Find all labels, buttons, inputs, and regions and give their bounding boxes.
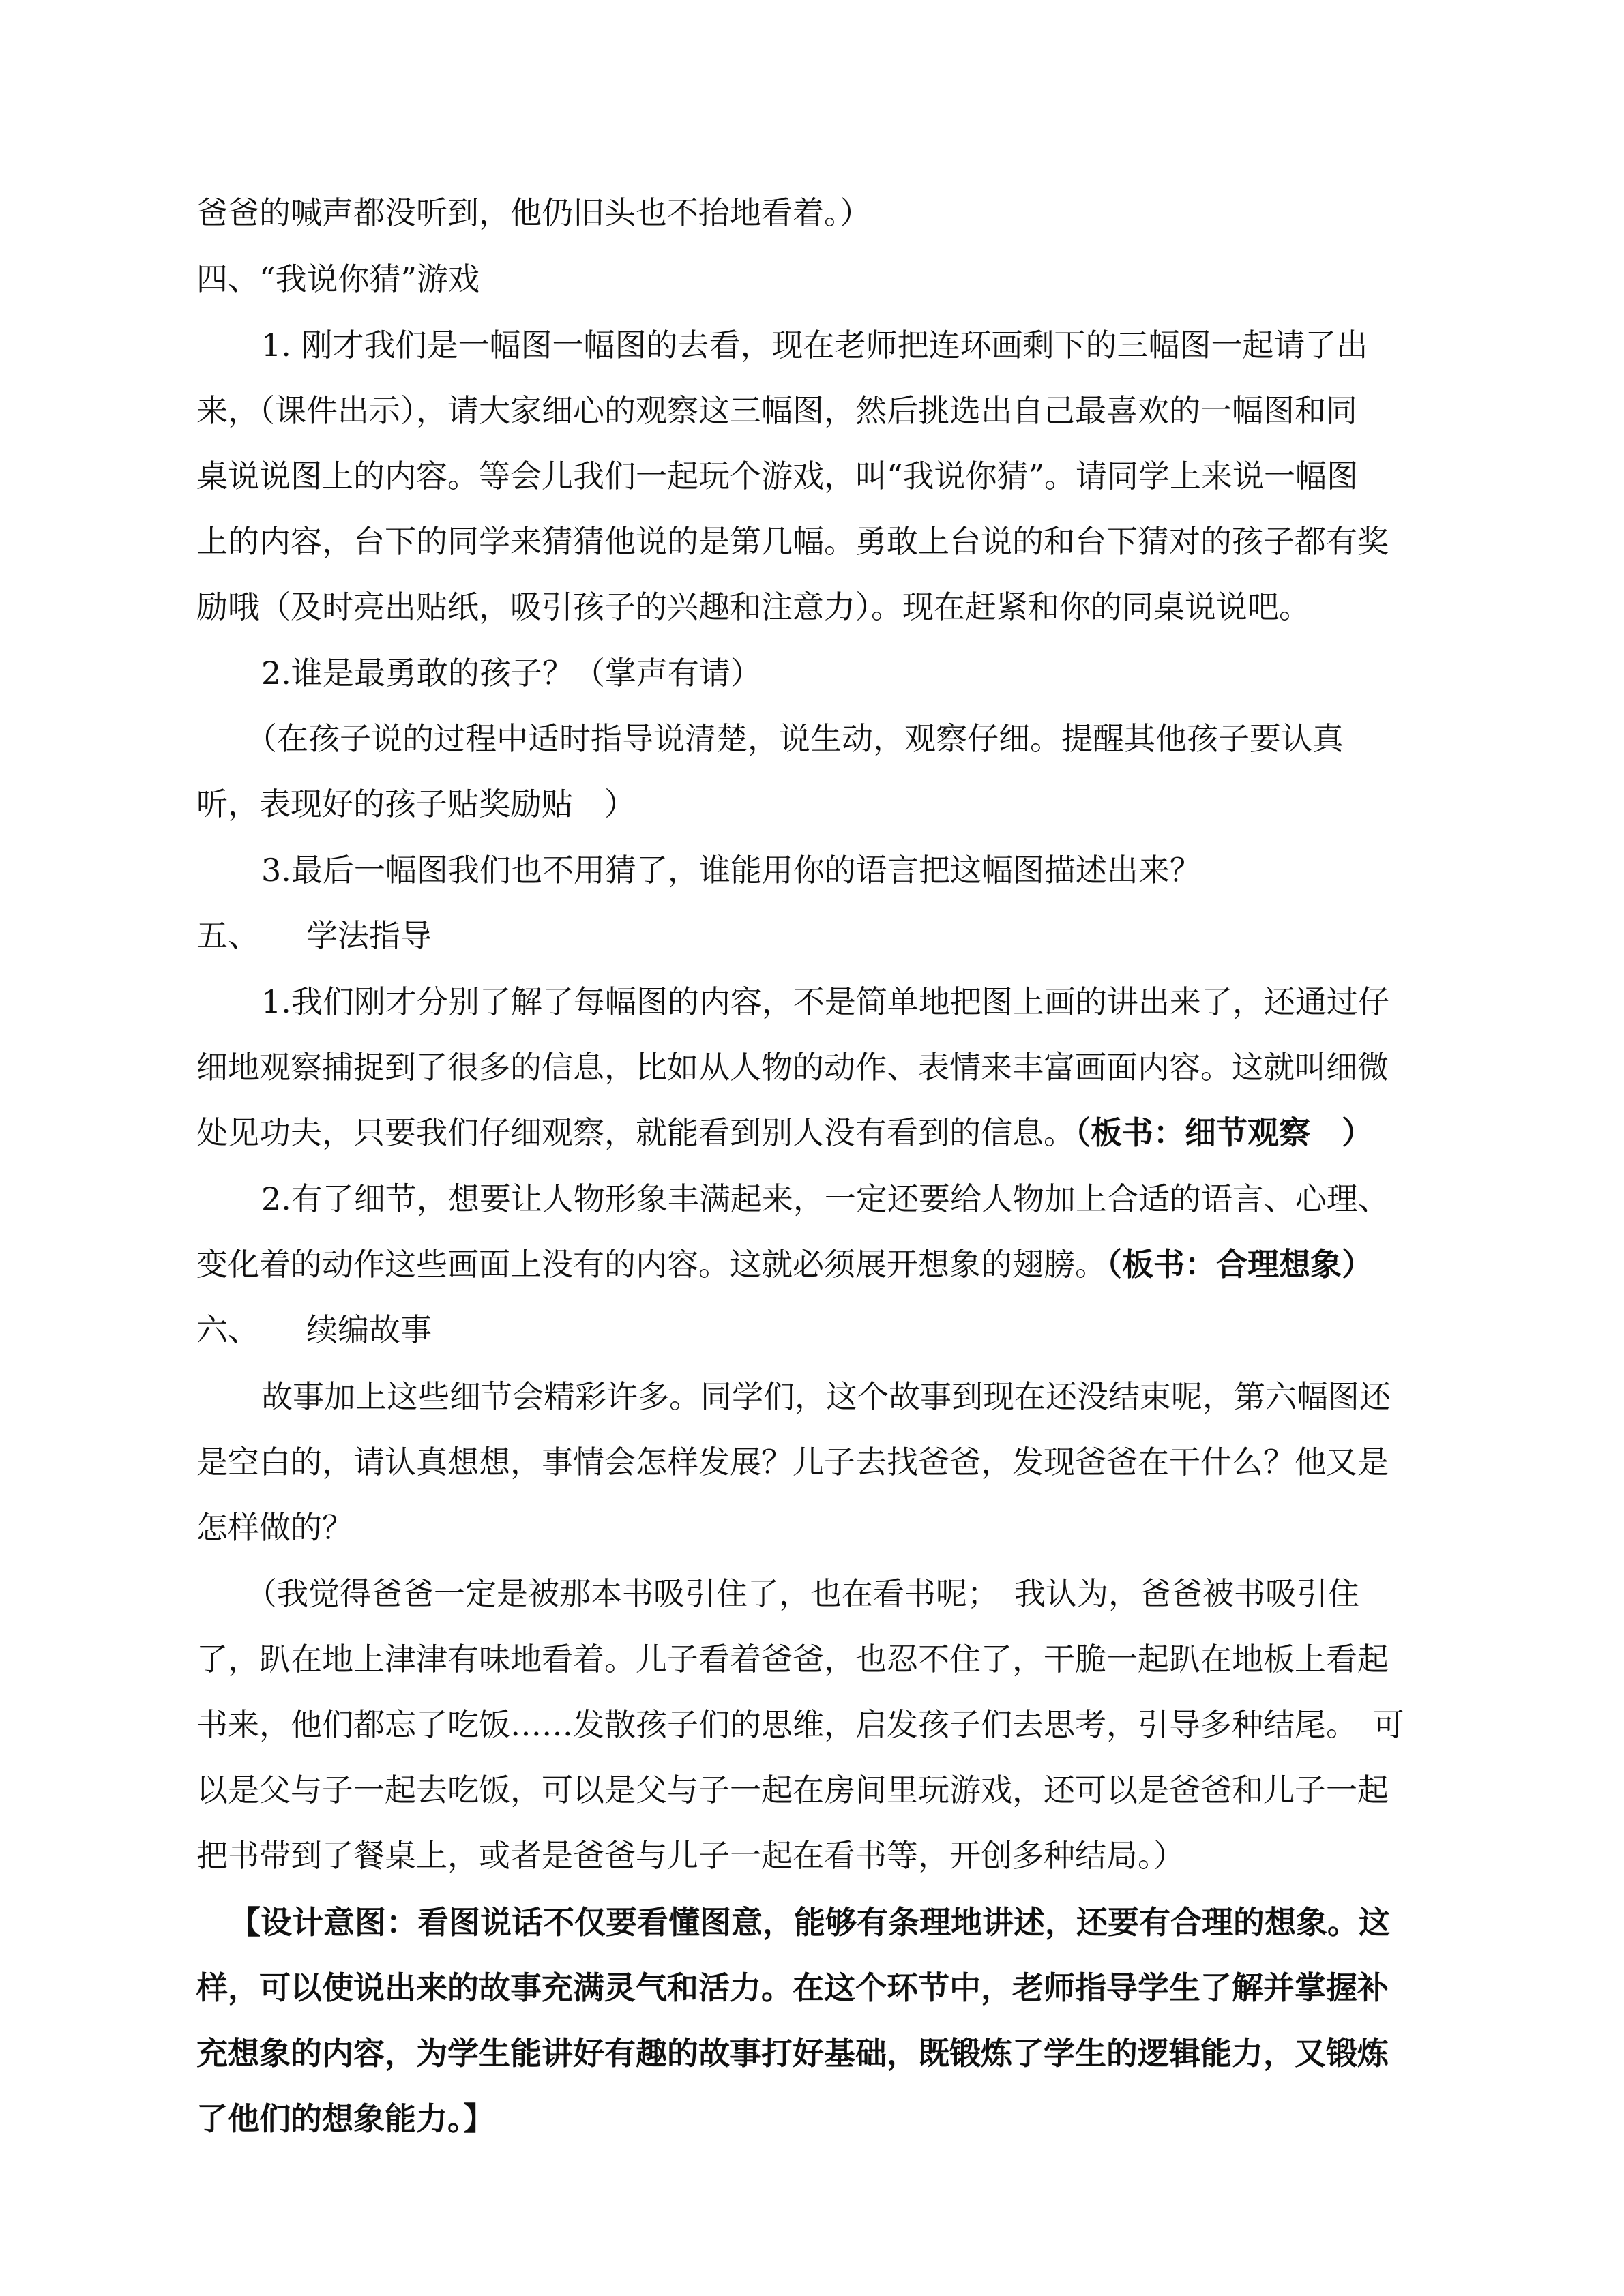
paragraph-line: 爸爸的喊声都没听到，他仍旧头也不抬地看着。） — [196, 194, 871, 231]
paragraph-line: 1. 刚才我们是一幅图一幅图的去看，现在老师把连环画剩下的三幅图一起请了出 — [261, 327, 1368, 363]
paragraph-line: （在孩子说的过程中适时指导说清楚，说生动，观察仔细。提醒其他孩子要认真 — [246, 720, 1344, 757]
paragraph-line: 以是父与子一起去吃饭，可以是父与子一起在房间里玩游戏，还可以是爸爸和儿子一起 — [196, 1772, 1389, 1808]
paragraph-line: 是空白的，请认真想想，事情会怎样发展？儿子去找爸爸，发现爸爸在干什么？他又是 — [196, 1444, 1389, 1480]
section-heading-4: 四、“我说你猜”游戏 — [196, 260, 480, 297]
paragraph-line: 书来，他们都忘了吃饭……发散孩子们的思维，启发孩子们去思考，引导多种结尾。 可 — [196, 1706, 1404, 1743]
paragraph-line: 3.最后一幅图我们也不用猜了，谁能用你的语言把这幅图描述出来？ — [261, 852, 1201, 889]
paragraph-line: 1.我们刚才分别了解了每幅图的内容，不是简单地把图上画的讲出来了，还通过仔 — [261, 983, 1389, 1020]
paragraph-line: 怎样做的？ — [196, 1509, 353, 1546]
paragraph-line: 桌说说图上的内容。等会儿我们一起玩个游戏，叫“我说你猜”。请同学上来说一幅图 — [196, 458, 1359, 494]
paragraph-line: 细地观察捕捉到了很多的信息，比如从人物的动作、表情来丰富画面内容。这就叫细微 — [196, 1049, 1389, 1086]
design-intent-line: 样，可以使说出来的故事充满灵气和活力。在这个环节中，老师指导学生了解并掌握补 — [196, 1969, 1389, 2006]
paragraph-line: （我觉得爸爸一定是被那本书吸引住了，也在看书呢； 我认为，爸爸被书吸引住 — [246, 1575, 1359, 1612]
paragraph-line: 2.谁是最勇敢的孩子？（掌声有请） — [261, 655, 762, 691]
board-note: （板书：合理想象） — [1106, 1246, 1373, 1283]
paragraph-line: 故事加上这些细节会精彩许多。同学们，这个故事到现在还没结束呢，第六幅图还 — [261, 1378, 1391, 1415]
design-intent-line: 充想象的内容，为学生能讲好有趣的故事打好基础，既锻炼了学生的逻辑能力，又锻炼 — [196, 2035, 1389, 2072]
board-note: （板书：细节观察 ） — [1075, 1114, 1373, 1151]
paragraph-line: 来，（课件出示），请大家细心的观察这三幅图，然后挑选出自己最喜欢的一幅图和同 — [196, 392, 1357, 429]
paragraph-line: 励哦（及时亮出贴纸，吸引孩子的兴趣和注意力）。现在赶紧和你的同桌说说吧。 — [196, 588, 1310, 625]
design-intent-line: 了他们的想象能力。】 — [196, 2100, 494, 2137]
paragraph-line — [196, 1111, 1373, 1154]
paragraph-line: 了，趴在地上津津有味地看着。儿子看着爸爸，也忍不住了，干脆一起趴在地板上看起 — [196, 1641, 1389, 1678]
paragraph-line — [196, 1242, 1373, 1286]
section-heading-5: 五、 学法指导 — [196, 917, 432, 954]
paragraph-line: 听，表现好的孩子贴奖励贴 ） — [196, 786, 636, 822]
paragraph-line: 把书带到了餐桌上，或者是爸爸与儿子一起在看书等，开创多种结局。） — [196, 1837, 1185, 1874]
section-heading-6: 六、 续编故事 — [196, 1311, 432, 1348]
paragraph-text: 变化着的动作这些画面上没有的内容。这就必须展开想象的翅膀。 — [196, 1246, 1106, 1283]
paragraph-line: 2.有了细节，想要让人物形象丰满起来，一定还要给人物加上合适的语言、心理、 — [261, 1180, 1389, 1217]
paragraph-line: 上的内容，台下的同学来猜猜他说的是第几幅。勇敢上台说的和台下猜对的孩子都有奖 — [196, 523, 1389, 560]
paragraph-text: 处见功夫，只要我们仔细观察，就能看到别人没有看到的信息。 — [196, 1114, 1075, 1151]
design-intent-line: 【设计意图：看图说话不仅要看懂图意，能够有条理地讲述，还要有合理的想象。这 — [229, 1904, 1390, 1941]
